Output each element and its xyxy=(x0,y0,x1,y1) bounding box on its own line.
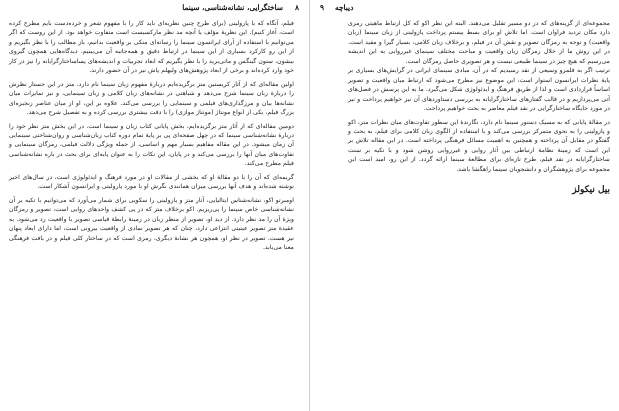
left-body-text xyxy=(9,19,294,252)
right-page-number: ۹ xyxy=(320,3,324,12)
left-page xyxy=(0,0,309,411)
author-signature: بیل نیکولز xyxy=(572,185,610,196)
right-page xyxy=(310,0,619,411)
right-paragraph: در مقالهٔ پایانی که به مسیک دستور سینما نام دارد، نگارندهٔ این سطور تفاوت‌های میان نظرات متز، اکو و پازولینی را به نحوی متمرکز بررسی می‌کند و با استفاده از الگوی زبان کلامی برای فیلم، به بحث و گفتگو در مقابل آن پرداخته و همچنین به اهمیت مسائل فرهنگی پرداخته است. در این مقاله تلاش بر این است که زمینهٔ نظامهٔ ارتباطی بین آثار روایی و غیرروایی روشن شود و با تکیه بر سنت ساختارگرایانه در نقد فیلم، طرح تازه‌ای برای مطالعهٔ سینما ارائه گردد. از این رو، امید است این مجموعه برای پژوهشگران و دانشجویان سینما راهگشا باشد. xyxy=(348,118,610,173)
left-paragraph: گریمه‌ای که آن را با دو مقالهٔ او که بخشی از مقالات او در مورد فرهنگ و ایدئولوژی است، در سال‌های اخیر نوشته شده‌اند و هدف آنها بررسی میزان همانندی نگرش او با مورد پارولیتی و ایرانسون آشکار است. xyxy=(9,173,294,191)
right-running-head: دیباچه xyxy=(335,3,354,12)
left-paragraph: اولین مقاله‌ای که از آثار کریستین متز برگزیده‌ایم دربارهٔ مفهوم زبان سینما نام دارد. متز در این جستار نظرش را دربارهٔ زبان سینما شرح می‌دهد و شباهتی در نشانه‌های زبان کلامی و زبان سینمایی، و نیز تمایزات میان نشانه‌ها بیان و مرزگذاری‌های فیلمی و سینمایی را بررسی می‌کند. علاوه بر این، او از میان عناصر زنجیره‌ای بزرگ فیلم، یکی از انواع مونتاژ (مونتاژ موازی) را با دقت بیشتری بررسی کرده و به تفصیل شرح می‌دهد. xyxy=(9,80,294,117)
left-paragraph: دومین مقاله‌ای که از آثار متز برگزیده‌ایم، بخش پایانی کتاب زبان و سینما است. در این بخش متز نظر خود را دربارهٔ نشانه‌شناسی سینما که در چهل صفحه‌ای پی بر پایهٔ تمام دوره کتاب زبان‌شناسی و روان‌شناختی سینمایی آن زمان میشود. در این مقاله مفاهیم بسیار مهم و اساسی، از جمله ویژگی دلالت فیلمی، رمزگان سینمایی و تفاوت‌های میان آنها را بررسی می‌کند و در پایان، این نکات را به عنوان پایه‌ای برای بحث در باره نشانه‌شناسی فیلم مطرح می‌کند. xyxy=(9,122,294,168)
left-running-head: ساختگرایی، نشانه‌شناسی، سینما xyxy=(182,3,283,12)
right-paragraph: مجموعه‌ای از گزینه‌های که در دو مسیر تقلیل می‌دهند. البته این نظر اکو که کل ارتباط ماهیتی رمزی دارد مکان تردید فراوان است. اما تلاش او برای بسط بیستم پرداخت پازولینی از زبان سینما (زبان واقعیت) و توجه به رمزگان تصویر و نقش آن در فیلم، و برخلاف زبان کلامی، بسیار گیرا و مفید است. در این روش ما از خلال رمزگان زبان واقعیت و مباحث مختلف سینمای غیرروایی به این اندیشه می‌رسیم که هیچ چیز در سینما طبیعی نیست و هر تصویری حاصل رمزگان است. xyxy=(348,20,610,65)
left-page-number: ۸ xyxy=(295,3,299,12)
right-body-text xyxy=(348,19,610,196)
left-paragraph: اومبرتو اکو، نشانه‌شناس ایتالیایی، آثار متز و پازولینی را سکویی برای شمار می‌آورد که می‌توانیم با تکیه بر آن نشانه‌شناسی خاص سینما را پی‌ریزیم. اکو برخلاف متز که در پی کشف واحدهای روایی است، تصویر و رمزگان ویژهٔ آن را مد نظر دارد. از دید او، تصویر از منظر زبان در زمینهٔ رابطهٔ قیاسی تصویر با واقعیت رد می‌شود. به عقیدهٔ متز تصویر عینیتی انتزاعی دارد، چنان که هر تصویر نمادی از واقعیت بیرونی است، اما دارای ابعاد پنهان نیز هست. تصویر در نظر او، همچون هر نشانهٔ دیگری، رمزی است که در ساختار کلی فیلم و در بافت فرهنگی معنا می‌یابد. xyxy=(9,196,294,251)
right-paragraph: ترتیب اگر به قلمرو وسیعی از نقد رسیدیم که در آن، مبادی سینمای ایرانی در گرایش‌های بسیاری بر پایهٔ نظرات ایرانسون استوار است، این موضوع نیز مطرح می‌شود که ارتباط میان واقعیت و تصویر اساساً قراردادی است و لذا از طریق فرهنگ و ایدئولوژی شکل می‌گیرد. ما به این پرسش در فصل‌های آتی می‌پردازیم و در قالب گفتارهای ساختارگرایانه به بررسی دستاوردهای آن نیز خواهیم پرداخت و نیز در مورد جایگاه ساختارگرایی در نقد فیلم معاصر به بحث خواهیم پرداخت. xyxy=(348,67,610,113)
left-paragraph: فیلم، آنگاه که با پارولیتی (برای طرح چنین نظریه‌ای باید کار را با مفهوم شعر و خرده‌دست بایم مطرح کرده است، آغاز کنیم). این نظریهٔ مؤلف یا آنچه مد نظر مارکسیست است متفاوت خواهد بود. از این روست که اگر می‌توانیم با استفاده از آرای ایرانسون سینما را رسانه‌ای متکی بر واقعیت بدانیم، باز مطالب را با نظر بگیریم و از این رو کارکرد بسیاری از این سینما در ارتباط دقیق و همه‌جانبه آن می‌بینیم. دیدگاه‌هایی همچون گیروی بیشون، ستون گینگس و ماتی‌برید را با نظر بگیریم که ابعاد تجربیات و اندیشه‌های پساساختارگرایانه را نیز در کار خود وارد کرده‌اند و برخی از ابعاد پژوهش‌های ولیهلم پاش نیز در آن حضور دارند. xyxy=(9,20,294,75)
